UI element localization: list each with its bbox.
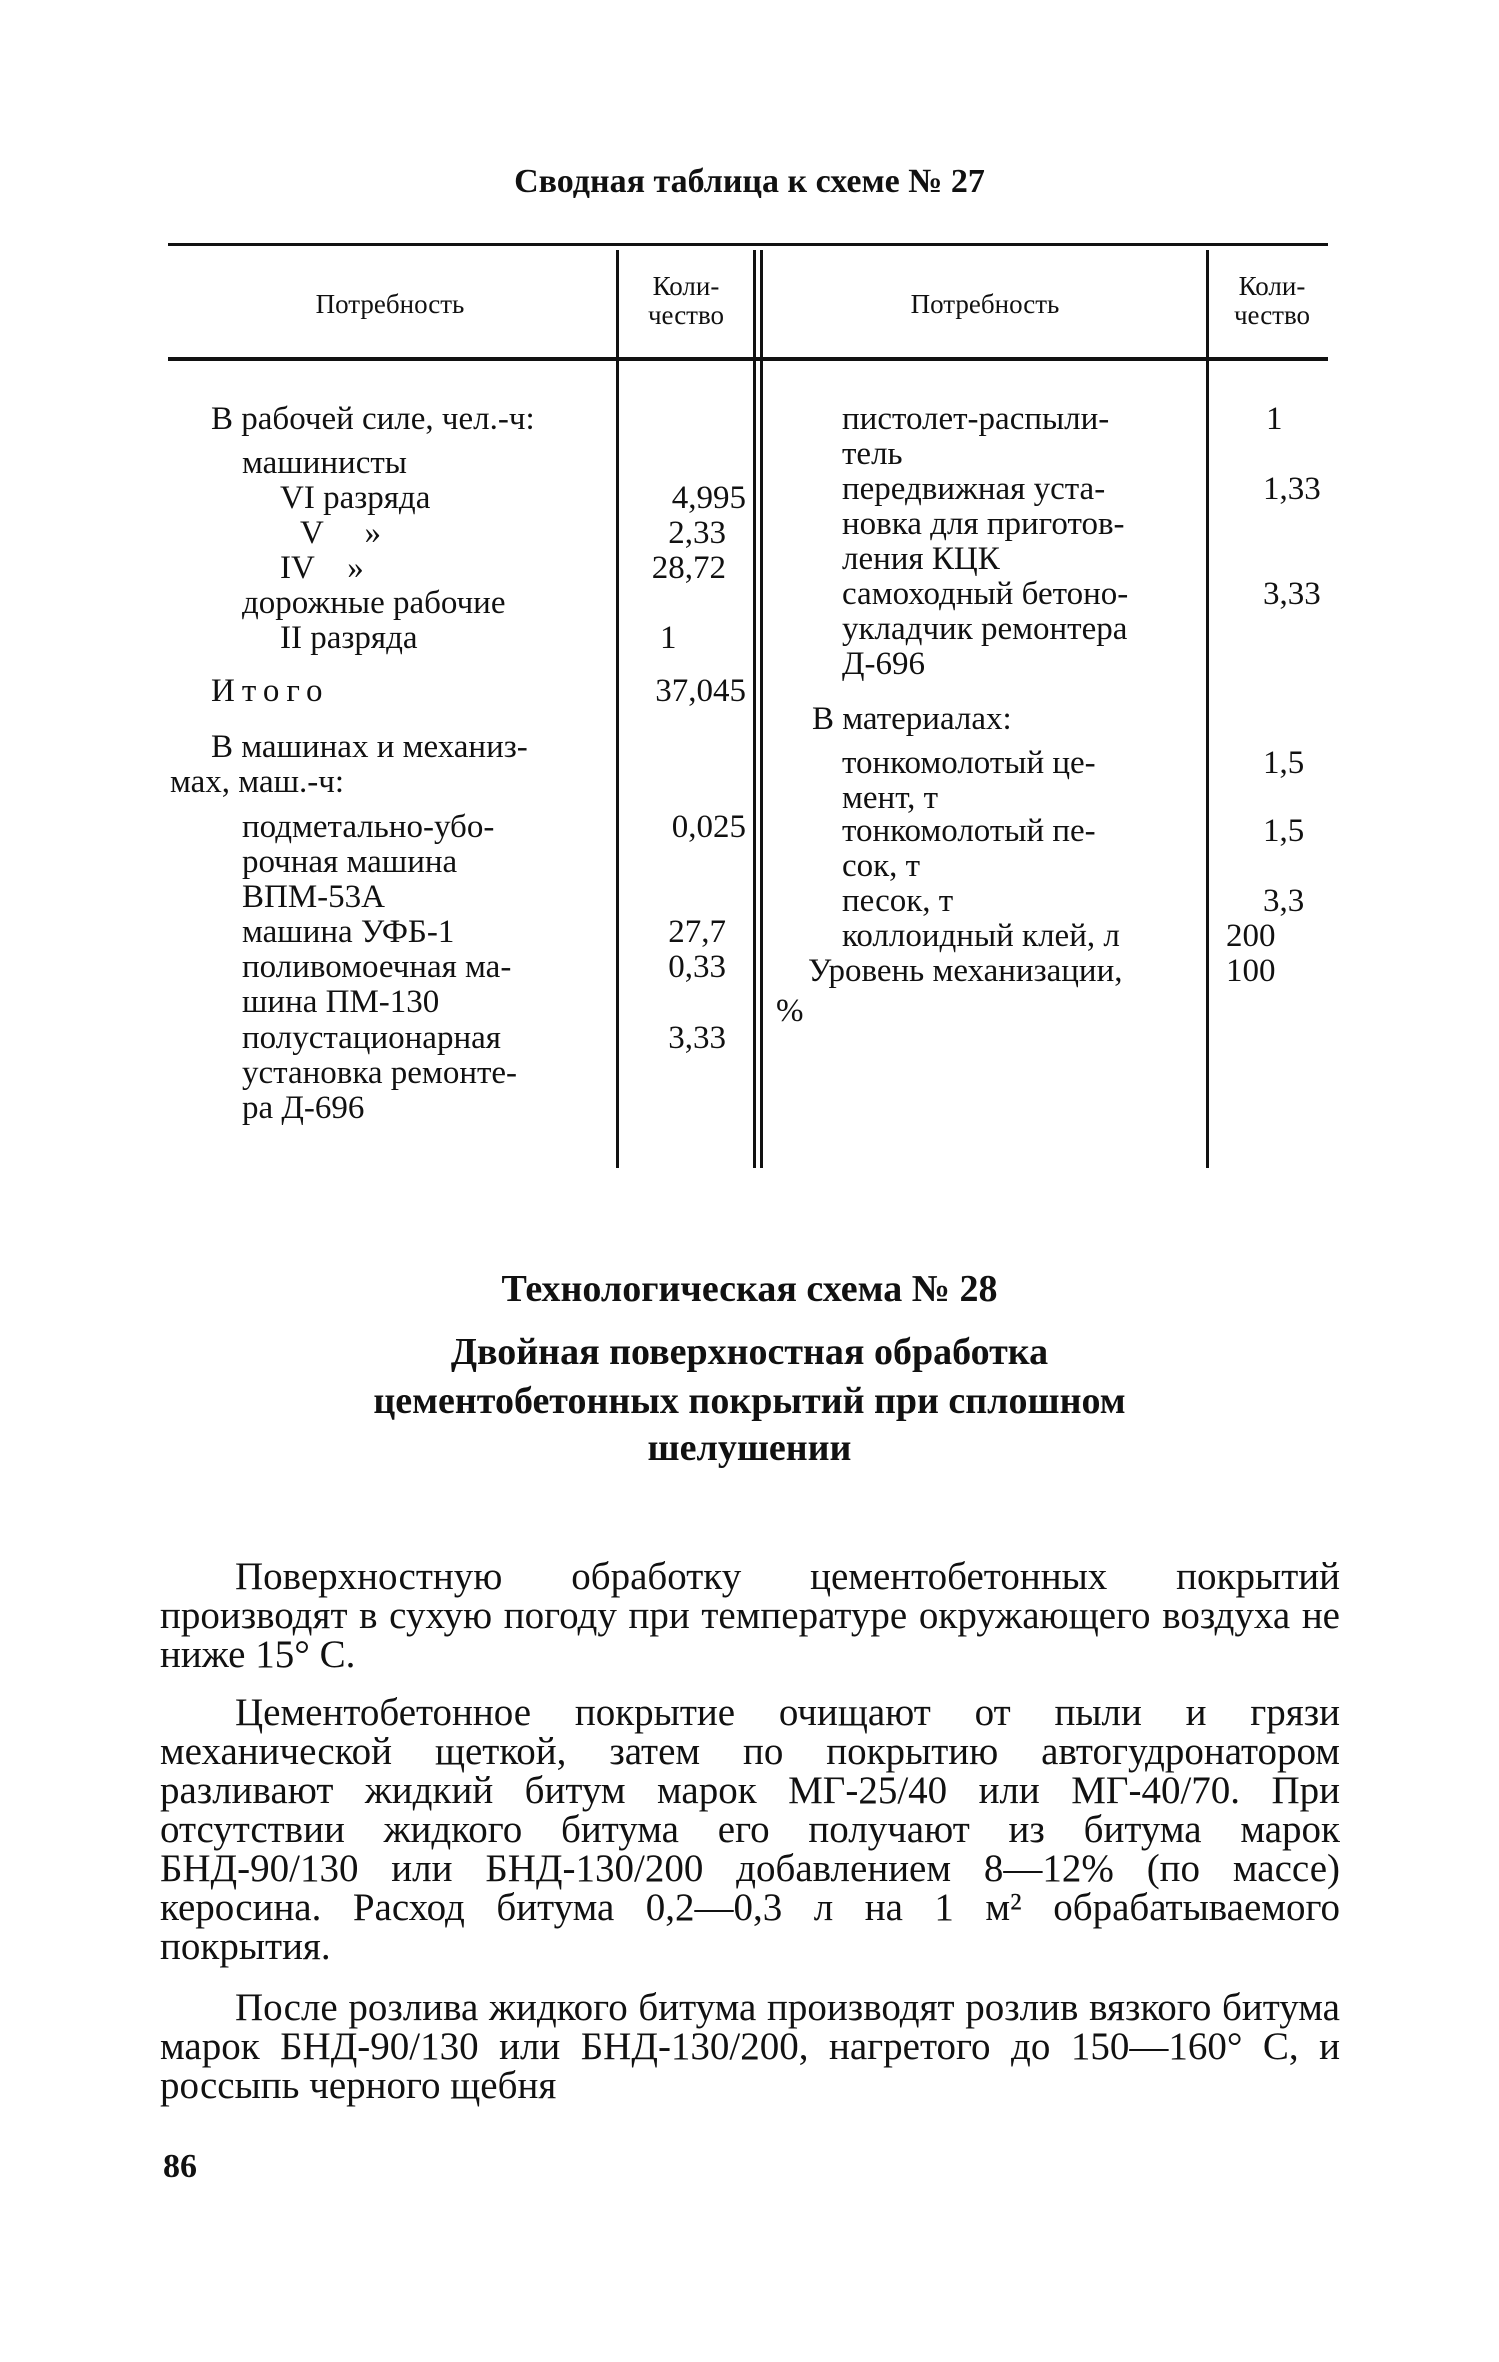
- header-qty-left-line1: Коли-: [652, 271, 720, 301]
- right-label: тонкомолотый пе-: [842, 813, 1096, 849]
- right-qty: 3,33: [1263, 576, 1321, 612]
- right-label: передвижная уста-: [842, 471, 1106, 507]
- right-label: %: [776, 993, 804, 1029]
- table-divider-3: [1206, 250, 1209, 1168]
- left-qty: 0,33: [668, 949, 726, 985]
- right-qty: 1,33: [1263, 471, 1321, 507]
- right-label: новка для приготов-: [842, 506, 1125, 542]
- paragraph-1: Поверхностную обработку цементобетонных покрытий производят в сухую погоду при температуре окружающего воздуха не ниже 15° С.: [160, 1555, 1340, 1676]
- right-label: сок, т: [842, 848, 921, 884]
- scheme-subtitle-line1: Двойная поверхностная обработка: [450, 1331, 1049, 1373]
- right-label: ления КЦК: [842, 541, 1000, 577]
- left-label: установка ремонте-: [242, 1055, 518, 1091]
- right-qty: 1,5: [1263, 745, 1305, 781]
- table-divider-1: [616, 250, 619, 1168]
- right-label: Уровень механизации,: [808, 953, 1123, 989]
- left-label: VI разряда: [280, 480, 431, 516]
- left-qty: 28,72: [651, 550, 726, 586]
- right-qty: 1: [1266, 401, 1283, 437]
- header-qty-right-line2: чество: [1233, 300, 1311, 330]
- header-qty-right-line1: Коли-: [1238, 271, 1306, 301]
- right-qty: 3,3: [1263, 883, 1305, 919]
- header-qty-right: [1212, 272, 1332, 330]
- right-label: укладчик ремонтера: [842, 611, 1128, 647]
- left-qty: 2,33: [668, 515, 726, 551]
- table-top-rule: [168, 243, 1328, 246]
- header-need-left: Потребность: [315, 289, 465, 319]
- right-label: В материалах:: [812, 701, 1012, 737]
- page-number: 86: [163, 2148, 197, 2185]
- left-label: ВПМ-53А: [242, 879, 386, 915]
- left-label: Итого: [211, 673, 330, 709]
- header-qty-left-line2: чество: [647, 300, 725, 330]
- left-qty: 0,025: [671, 809, 746, 845]
- table-header-rule: [168, 357, 1328, 361]
- left-label: В рабочей силе, чел.-ч:: [211, 401, 535, 437]
- left-label: шина ПМ-130: [242, 984, 440, 1020]
- paragraph-2: Цементобетонное покрытие очищают от пыли и грязи механической щеткой, затем по покрытию автогудронатором разливают жидкий битум марок МГ-25/40 или МГ-40/70. При отсутствии жидкого битума его получают из битума марок БНД-90/130 или БНД-130/200 добавлением 8—12% (по массе) керосина. Расход битума 0,2—0,3 л на 1 м² обрабатываемого покрытия.: [160, 1691, 1340, 1968]
- left-label: машина УФБ-1: [242, 914, 455, 950]
- left-label: мах, маш.-ч:: [170, 764, 345, 800]
- header-qty-left: [622, 272, 750, 330]
- left-qty: 4,995: [671, 480, 746, 516]
- right-label: самоходный бетоно-: [842, 576, 1129, 612]
- left-qty: 37,045: [655, 673, 746, 709]
- left-label: ра Д-696: [242, 1090, 365, 1126]
- table-title: Сводная таблица к схеме № 27: [514, 163, 985, 200]
- left-label: рочная машина: [242, 844, 458, 880]
- right-qty: 200: [1226, 918, 1276, 954]
- header-need-right: Потребность: [910, 289, 1060, 319]
- right-label: песок, т: [842, 883, 954, 919]
- right-qty: 1,5: [1263, 813, 1305, 849]
- right-label: Д-696: [842, 646, 925, 682]
- right-qty: 100: [1226, 953, 1276, 989]
- left-label: IV »: [280, 550, 364, 586]
- right-label: мент, т: [842, 780, 939, 816]
- right-label: коллоидный клей, л: [842, 918, 1120, 954]
- table-divider-2a: [753, 250, 756, 1168]
- right-label: пистолет-распыли-: [842, 401, 1110, 437]
- left-qty: 27,7: [668, 914, 726, 950]
- left-label: V »: [300, 515, 381, 551]
- right-label: тель: [842, 436, 903, 472]
- left-label: машинисты: [242, 445, 407, 481]
- left-label: подметально-убо-: [242, 809, 495, 845]
- right-label: тонкомолотый це-: [842, 745, 1096, 781]
- paragraph-3: После розлива жидкого битума производят розлив вязкого битума марок БНД-90/130 или БНД-130/200, нагретого до 150—160° С, и россыпь черного щебня: [160, 1986, 1340, 2107]
- left-label: В машинах и механиз-: [211, 729, 528, 765]
- left-qty: 3,33: [668, 1020, 726, 1056]
- scheme-subtitle-line3: шелушении: [647, 1427, 852, 1469]
- table-divider-2b: [760, 250, 763, 1168]
- left-label: полустационарная: [242, 1020, 501, 1056]
- left-label: II разряда: [280, 620, 418, 656]
- scheme-title: Технологическая схема № 28: [501, 1268, 998, 1310]
- scheme-subtitle-line2: цементобетонных покрытий при сплошном: [373, 1380, 1126, 1422]
- left-label: дорожные рабочие: [242, 585, 506, 621]
- left-label: поливомоечная ма-: [242, 949, 512, 985]
- left-qty: 1: [660, 620, 677, 656]
